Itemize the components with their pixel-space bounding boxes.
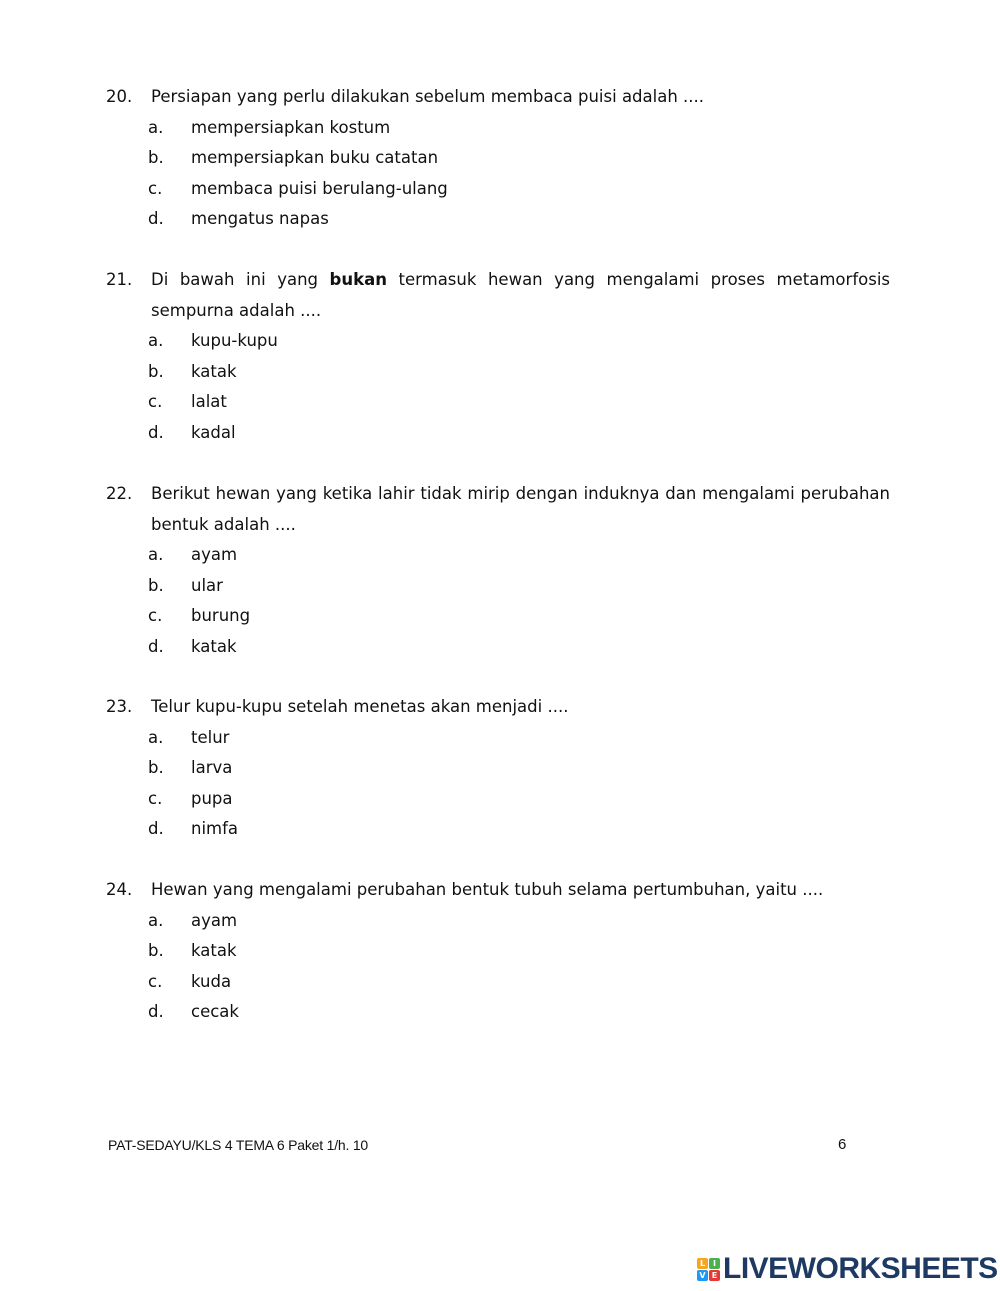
page-number: 6 bbox=[838, 1136, 847, 1153]
option-letter: d. bbox=[148, 209, 164, 228]
option-text: mempersiapkan kostum bbox=[191, 117, 391, 137]
option-letter: c. bbox=[148, 178, 163, 198]
question-text bbox=[151, 265, 890, 326]
option-letter: b. bbox=[148, 361, 164, 381]
option-a[interactable] bbox=[106, 906, 890, 937]
question-number: 24. bbox=[106, 880, 133, 899]
logo-tiles-icon bbox=[697, 1258, 720, 1281]
option-d[interactable] bbox=[106, 814, 890, 845]
option-text: ayam bbox=[191, 910, 238, 930]
option-c[interactable] bbox=[106, 784, 890, 815]
option-letter: d. bbox=[148, 636, 164, 656]
option-letter: b. bbox=[148, 758, 164, 777]
option-d[interactable] bbox=[106, 997, 890, 1028]
logo-tile-l: L bbox=[697, 1258, 708, 1269]
logo-tile-e: E bbox=[709, 1270, 720, 1281]
option-text: cecak bbox=[191, 1002, 239, 1021]
option-text: ular bbox=[191, 575, 223, 595]
question-text: Berikut hewan yang ketika lahir tidak mirip dengan induknya dan mengalami perubahan bentuk adalah .... bbox=[151, 484, 890, 534]
logo-tile-i: I bbox=[709, 1258, 720, 1269]
option-letter: b. bbox=[148, 575, 164, 595]
option-text: nimfa bbox=[191, 819, 239, 838]
option-a[interactable] bbox=[106, 540, 890, 571]
option-text: burung bbox=[191, 606, 251, 625]
question-text: Hewan yang mengalami perubahan bentuk tubuh selama pertumbuhan, yaitu .... bbox=[151, 880, 824, 899]
option-letter: d. bbox=[148, 1002, 164, 1021]
option-a[interactable] bbox=[106, 113, 890, 144]
option-b[interactable] bbox=[106, 571, 890, 602]
option-letter: b. bbox=[148, 148, 164, 167]
option-text: telur bbox=[191, 727, 230, 747]
liveworksheets-logo bbox=[697, 1254, 998, 1284]
question-text-emphasis: bukan bbox=[329, 270, 387, 289]
question-number: 20. bbox=[106, 87, 133, 106]
option-text: katak bbox=[191, 361, 237, 381]
option-letter: a. bbox=[148, 727, 164, 747]
option-text: pupa bbox=[191, 788, 233, 808]
question-22 bbox=[106, 479, 890, 662]
question-text: Telur kupu-kupu setelah menetas akan menjadi .... bbox=[151, 697, 569, 716]
logo-tile-v: V bbox=[697, 1270, 708, 1281]
option-letter: c. bbox=[148, 971, 163, 991]
option-a[interactable] bbox=[106, 723, 890, 754]
question-23 bbox=[106, 692, 890, 845]
option-letter: a. bbox=[148, 117, 164, 137]
option-d[interactable] bbox=[106, 418, 890, 449]
footer-code: PAT-SEDAYU/KLS 4 TEMA 6 Paket 1/h. 10 bbox=[108, 1137, 369, 1153]
option-letter: c. bbox=[148, 392, 163, 411]
option-text: ayam bbox=[191, 545, 238, 564]
question-20 bbox=[106, 82, 890, 235]
question-number: 23. bbox=[106, 697, 133, 716]
option-c[interactable] bbox=[106, 174, 890, 205]
option-letter: d. bbox=[148, 819, 164, 838]
option-b[interactable] bbox=[106, 753, 890, 784]
option-text: kuda bbox=[191, 971, 232, 991]
question-text-start: Di bawah ini yang bbox=[151, 270, 330, 289]
logo-text: LIVEWORKSHEETS bbox=[723, 1252, 998, 1285]
option-letter: a. bbox=[148, 331, 164, 350]
question-text-end: termasuk hewan yang mengalami proses metamorfosis sempurna adalah .... bbox=[151, 270, 890, 320]
option-letter: b. bbox=[148, 941, 164, 960]
option-letter: d. bbox=[148, 422, 164, 442]
question-number: 22. bbox=[106, 484, 133, 503]
option-b[interactable] bbox=[106, 936, 890, 967]
option-letter: c. bbox=[148, 606, 163, 625]
option-d[interactable] bbox=[106, 632, 890, 663]
option-c[interactable] bbox=[106, 387, 890, 418]
option-text: lalat bbox=[191, 392, 227, 411]
option-text: mengatus napas bbox=[191, 209, 329, 228]
option-letter: a. bbox=[148, 910, 164, 930]
option-text: membaca puisi berulang-ulang bbox=[191, 178, 448, 198]
option-text: mempersiapkan buku catatan bbox=[191, 148, 439, 167]
option-a[interactable] bbox=[106, 326, 890, 357]
option-text: kadal bbox=[191, 422, 236, 442]
option-text: katak bbox=[191, 941, 237, 960]
option-letter: c. bbox=[148, 788, 163, 808]
option-d[interactable] bbox=[106, 204, 890, 235]
option-c[interactable] bbox=[106, 967, 890, 998]
question-21 bbox=[106, 265, 890, 448]
question-24 bbox=[106, 875, 890, 1028]
option-text: katak bbox=[191, 636, 237, 656]
option-c[interactable] bbox=[106, 601, 890, 632]
option-text: kupu-kupu bbox=[191, 331, 278, 350]
option-text: larva bbox=[191, 758, 233, 777]
option-b[interactable] bbox=[106, 357, 890, 388]
option-b[interactable] bbox=[106, 143, 890, 174]
question-text: Persiapan yang perlu dilakukan sebelum membaca puisi adalah .... bbox=[151, 87, 705, 106]
option-letter: a. bbox=[148, 545, 164, 564]
question-number: 21. bbox=[106, 270, 133, 289]
